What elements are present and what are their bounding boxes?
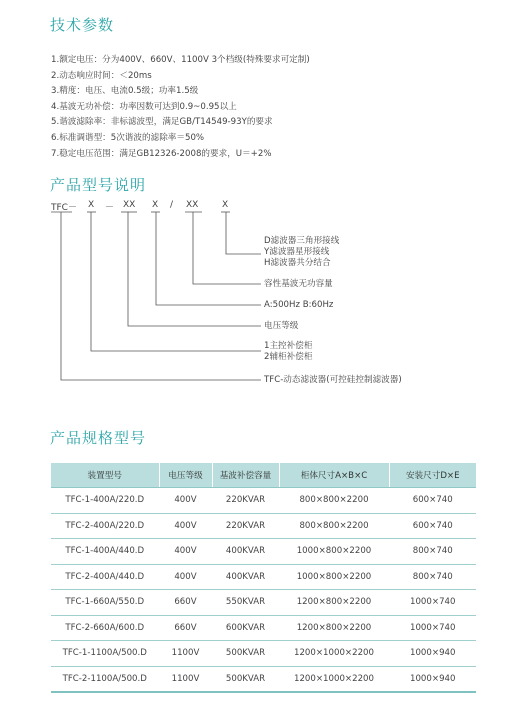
leader-frequency (156, 212, 261, 305)
table-cell: 550KVAR (212, 590, 279, 616)
table-cell: 600KVAR (212, 615, 279, 641)
leader-voltage (128, 212, 261, 326)
table-cell: 1200×800×2200 (279, 615, 389, 641)
table-cell: TFC-2-400A/440.D (51, 564, 159, 590)
table-cell: 400V (159, 564, 212, 590)
model-code-part1: X (88, 200, 95, 210)
table-cell: 660V (159, 590, 212, 616)
leader-cabinet (91, 212, 261, 351)
table-cell: TFC-1-400A/440.D (51, 539, 159, 565)
table-cell: 1000×800×2200 (279, 539, 389, 565)
param-item: 3.精度：电压、电流0.5级；功率1.5级 (51, 86, 199, 97)
table-row (51, 564, 476, 590)
table-cell: 800×740 (389, 539, 476, 565)
table-row (51, 513, 476, 539)
label-connection-y: Y滤波器星形接线 (264, 247, 330, 257)
leader-capacity (193, 212, 261, 284)
table-row (51, 590, 476, 616)
table-row (51, 641, 476, 667)
table-cell: 1100V (159, 666, 212, 692)
table-cell: TFC-2-660A/600.D (51, 615, 159, 641)
param-item: 1.额定电压：分为400V、660V、1100V 3个档级(特殊要求可定制) (51, 55, 310, 65)
table-cell: 1000×940 (389, 641, 476, 667)
model-code-part3: X (152, 200, 159, 210)
table-cell: 1200×1000×2200 (279, 666, 389, 692)
table-cell: 1000×740 (389, 615, 476, 641)
table-cell: TFC-1-660A/550.D (51, 590, 159, 616)
table-cell: TFC-2-1100A/500.D (51, 666, 159, 692)
table-row (51, 666, 476, 692)
table-cell: 1200×800×2200 (279, 590, 389, 616)
param-item: 2.动态响应时间：＜20ms (51, 70, 152, 81)
table-cell: 400V (159, 539, 212, 565)
table-cell: 1200×1000×2200 (279, 641, 389, 667)
table-cell: 500KVAR (212, 666, 279, 692)
spec-title: 产品规格型号 (50, 429, 147, 447)
model-code-slash: / (170, 200, 174, 210)
spec-table (51, 463, 476, 693)
label-connection-d: D滤波器三角形接线 (264, 236, 340, 246)
model-code-prefix: TFC－ (51, 203, 77, 213)
table-row (51, 488, 476, 514)
label-product: TFC-动态滤波器(可控硅控制滤波器) (264, 375, 402, 385)
label-voltage: 电压等级 (264, 321, 299, 331)
table-cell: TFC-2-400A/220.D (51, 513, 159, 539)
table-cell: 1000×800×2200 (279, 564, 389, 590)
table-cell: 800×800×2200 (279, 488, 389, 514)
table-cell: 600×740 (389, 513, 476, 539)
table-cell: 1100V (159, 641, 212, 667)
column-header: 柜体尺寸A×B×C (279, 463, 389, 488)
column-header: 安装尺寸D×E (389, 463, 476, 488)
model-desc-title: 产品型号说明 (50, 176, 147, 194)
label-frequency: A:500Hz B:60Hz (264, 300, 334, 310)
table-cell: 800×740 (389, 564, 476, 590)
param-item: 5.谐波滤除率：非标滤波型，满足GB/T14549-93Y的要求 (51, 117, 273, 128)
table-header-row (51, 463, 476, 488)
model-code-part5: X (222, 200, 229, 210)
table-cell: 220KVAR (212, 488, 279, 514)
param-item: 7.稳定电压范围：满足GB12326-2008的要求，U＝+2% (51, 148, 272, 159)
table-cell: 400KVAR (212, 539, 279, 565)
tech-params-title: 技术参数 (50, 16, 115, 34)
leader-connection (226, 212, 261, 254)
table-cell: TFC-1-400A/220.D (51, 488, 159, 514)
table-row (51, 615, 476, 641)
model-code-part2: XX (123, 200, 136, 210)
table-cell: 1000×740 (389, 590, 476, 616)
table-cell: 400V (159, 513, 212, 539)
table-row (51, 539, 476, 565)
table-cell: 400V (159, 488, 212, 514)
table-cell: 500KVAR (212, 641, 279, 667)
table-cell: 1000×940 (389, 666, 476, 692)
param-item: 4.基波无功补偿：功率因数可达到0.9~0.95以上 (51, 101, 237, 112)
label-cabinet-aux: 2辅柜补偿柜 (264, 352, 313, 362)
model-code-dash: － (105, 203, 115, 213)
column-header: 电压等级 (159, 463, 212, 488)
table-cell: 220KVAR (212, 513, 279, 539)
label-connection-h: H滤波器共分结合 (264, 258, 331, 268)
column-header: 装置型号 (51, 463, 159, 488)
table-cell: 660V (159, 615, 212, 641)
label-cabinet-main: 1主控补偿柜 (264, 341, 313, 351)
table-cell: 400KVAR (212, 564, 279, 590)
table-cell: 600×740 (389, 488, 476, 514)
column-header: 基波补偿容量 (212, 463, 279, 488)
model-code-part4: XX (186, 200, 199, 210)
label-capacity: 容性基波无功容量 (264, 279, 333, 289)
table-cell: 800×800×2200 (279, 513, 389, 539)
table-cell: TFC-1-1100A/500.D (51, 641, 159, 667)
param-item: 6.标准调谐型：5次谐波的滤除率＝50% (51, 132, 205, 143)
